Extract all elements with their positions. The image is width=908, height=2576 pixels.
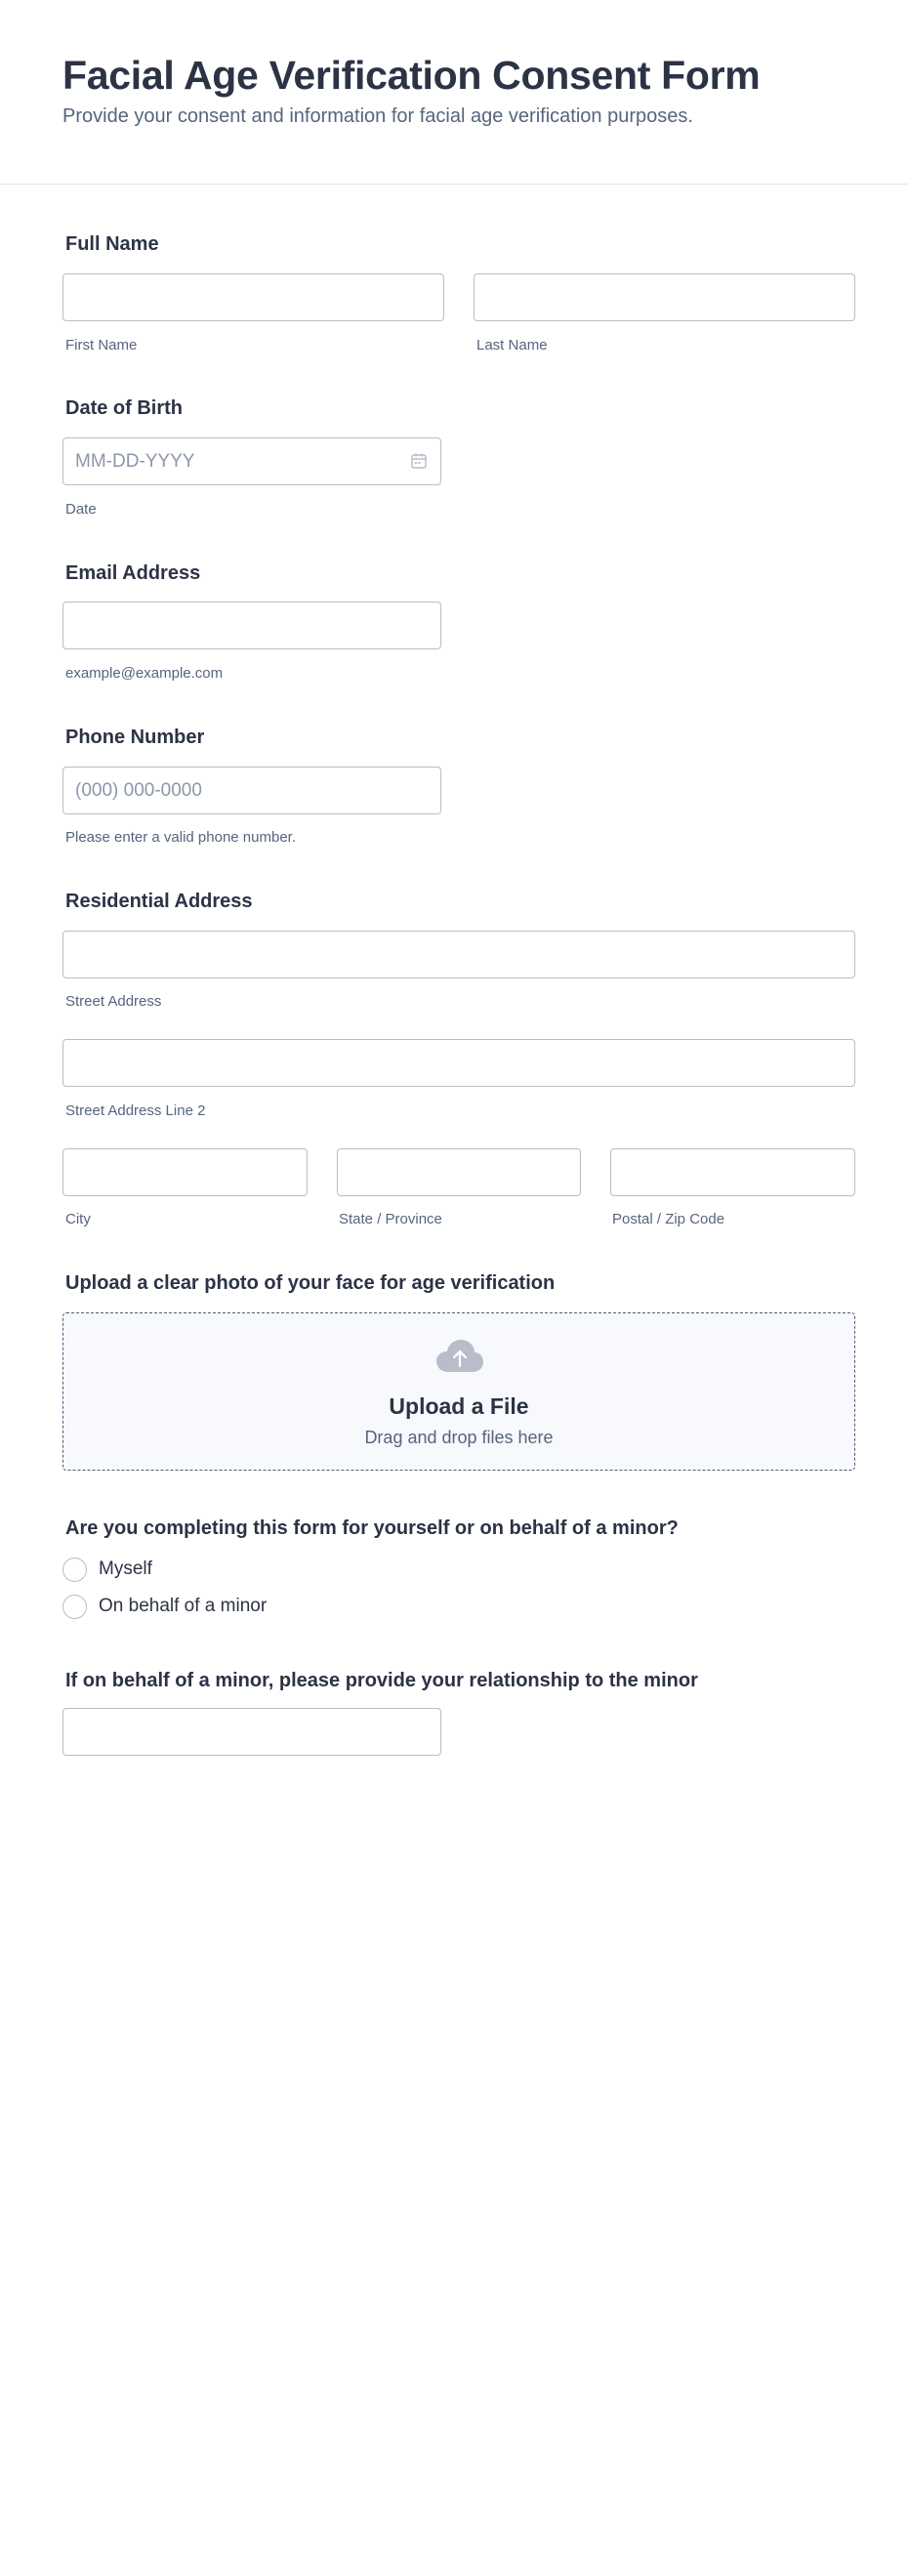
upload-label: Upload a clear photo of your face for age verification bbox=[65, 1272, 556, 1294]
relationship-label: If on behalf of a minor, please provide your relationship to the minor bbox=[65, 1670, 698, 1691]
calendar-icon[interactable] bbox=[410, 452, 428, 470]
email-sublabel: example@example.com bbox=[65, 665, 224, 682]
dob-sublabel: Date bbox=[65, 501, 97, 518]
cloud-upload-icon bbox=[435, 1339, 484, 1374]
postal-code-input[interactable] bbox=[610, 1148, 855, 1196]
phone-input[interactable] bbox=[62, 767, 441, 814]
relationship-input[interactable] bbox=[62, 1708, 441, 1756]
phone-label: Phone Number bbox=[65, 727, 205, 748]
completing-for-label: Are you completing this form for yourself or on behalf of a minor? bbox=[65, 1517, 679, 1539]
radio-label: On behalf of a minor bbox=[99, 1596, 268, 1616]
page-subtitle: Provide your consent and information for facial age verification purposes. bbox=[62, 105, 693, 127]
street-address-sublabel: Street Address bbox=[65, 993, 162, 1010]
radio-button[interactable] bbox=[62, 1595, 87, 1619]
last-name-sublabel: Last Name bbox=[476, 337, 548, 353]
dob-field bbox=[62, 437, 441, 485]
file-upload-dropzone[interactable] bbox=[62, 1312, 855, 1471]
radio-button[interactable] bbox=[62, 1558, 87, 1582]
first-name-sublabel: First Name bbox=[65, 337, 138, 353]
radio-option-minor[interactable] bbox=[62, 1594, 267, 1619]
first-name-input[interactable] bbox=[62, 273, 444, 321]
radio-option-myself[interactable] bbox=[62, 1557, 152, 1582]
street-address-input[interactable] bbox=[62, 931, 855, 978]
street-address-line2-sublabel: Street Address Line 2 bbox=[65, 1102, 206, 1119]
state-input[interactable] bbox=[337, 1148, 581, 1196]
state-sublabel: State / Province bbox=[339, 1211, 442, 1227]
address-label: Residential Address bbox=[65, 891, 253, 912]
email-input[interactable] bbox=[62, 602, 441, 649]
street-address-line2-input[interactable] bbox=[62, 1039, 855, 1087]
upload-title: Upload a File bbox=[389, 1393, 529, 1419]
upload-subtitle: Drag and drop files here bbox=[364, 1428, 554, 1447]
email-label: Email Address bbox=[65, 562, 201, 584]
full-name-label: Full Name bbox=[65, 233, 159, 255]
city-input[interactable] bbox=[62, 1148, 308, 1196]
radio-label: Myself bbox=[99, 1558, 152, 1579]
dob-label: Date of Birth bbox=[65, 397, 183, 419]
postal-code-sublabel: Postal / Zip Code bbox=[612, 1211, 725, 1227]
dob-input[interactable] bbox=[62, 437, 441, 485]
form-header bbox=[0, 0, 908, 185]
phone-sublabel: Please enter a valid phone number. bbox=[65, 829, 296, 846]
last-name-input[interactable] bbox=[474, 273, 855, 321]
city-sublabel: City bbox=[65, 1211, 91, 1227]
page-title: Facial Age Verification Consent Form bbox=[62, 53, 761, 98]
